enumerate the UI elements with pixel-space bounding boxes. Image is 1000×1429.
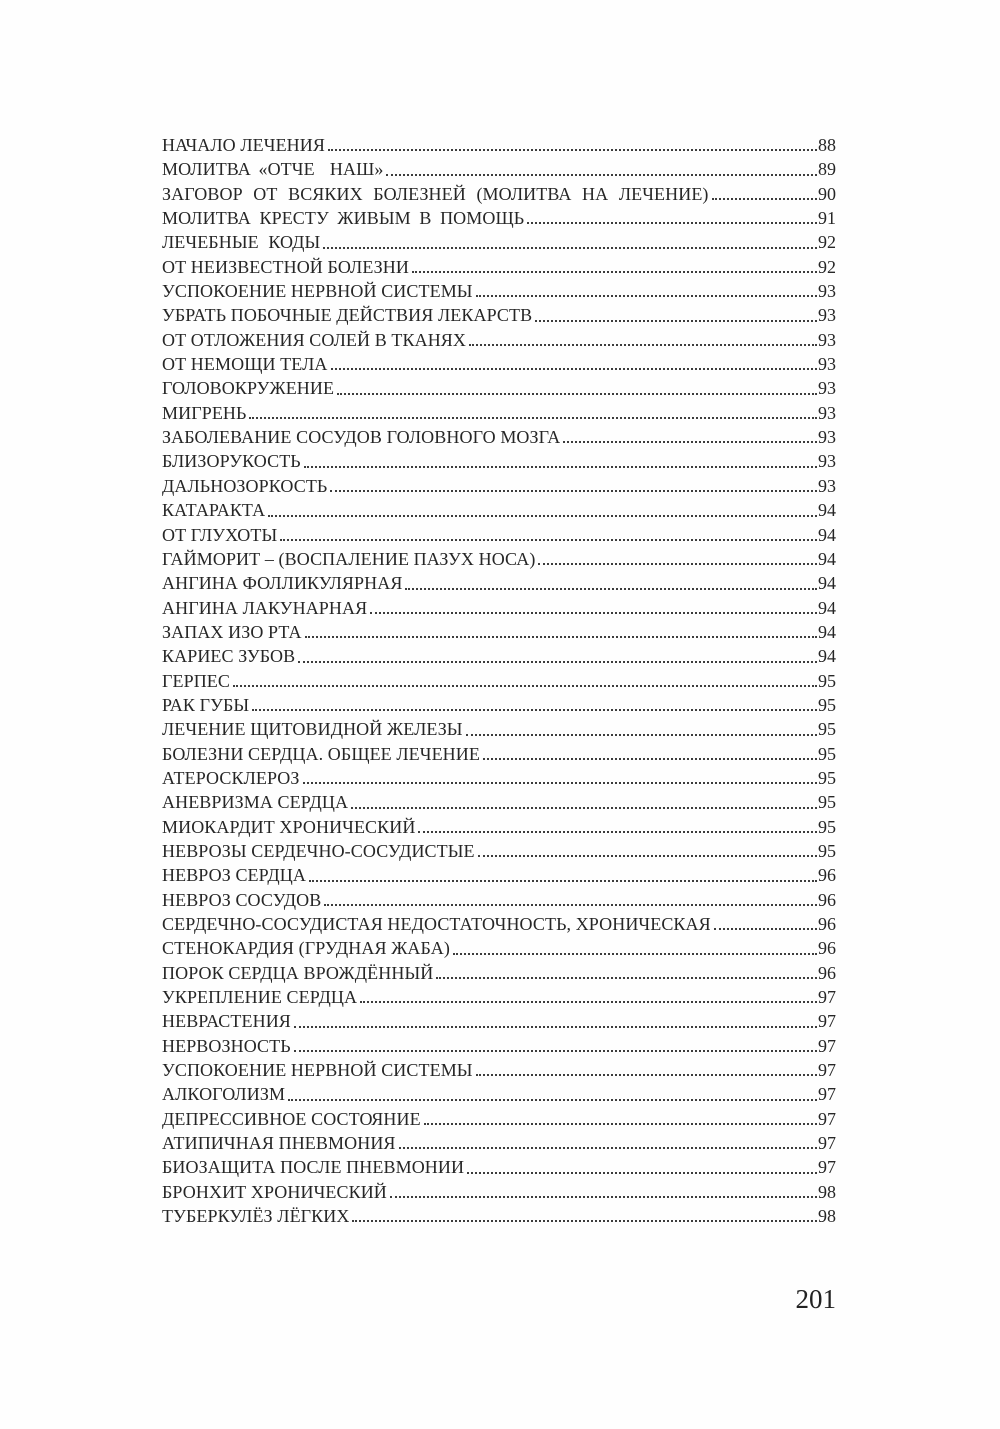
dot-leader <box>323 247 817 249</box>
toc-entry-title: ЗАГОВОР ОТ ВСЯКИХ БОЛЕЗНЕЙ (МОЛИТВА НА ЛЕЧЕНИЕ) <box>162 183 709 204</box>
dot-leader <box>303 782 817 784</box>
toc-entry-page: 93 <box>818 281 836 302</box>
toc-entry-title: ЗАПАХ ИЗО РТА <box>162 621 302 642</box>
toc-entry-page: 93 <box>818 451 836 472</box>
toc-entry-title: ГЕРПЕС <box>162 670 231 691</box>
toc-entry-title: УСПОКОЕНИЕ НЕРВНОЙ СИСТЕМЫ <box>162 281 473 302</box>
dot-leader <box>535 320 817 322</box>
toc-entry-page: 97 <box>818 1108 836 1129</box>
toc-entry <box>162 815 836 839</box>
toc-entry-title: ДАЛЬНОЗОРКОСТЬ <box>162 475 328 496</box>
toc-entry-page: 97 <box>818 1133 836 1154</box>
toc-entry-page: 96 <box>818 914 836 934</box>
toc-entry <box>162 425 836 449</box>
toc-entry-page: 98 <box>818 1206 836 1227</box>
toc-entry-page: 91 <box>818 208 836 229</box>
toc-entry-title: АНГИНА ФОЛЛИКУЛЯРНАЯ <box>162 573 403 594</box>
toc-entry-title: ДЕПРЕССИВНОЕ СОСТОЯНИЕ <box>162 1108 421 1129</box>
toc-entry-title: БИОЗАЩИТА ПОСЛЕ ПНЕВМОНИИ <box>162 1157 465 1178</box>
toc-entry <box>162 401 836 425</box>
dot-leader <box>453 953 817 955</box>
dot-leader <box>294 1050 817 1052</box>
toc-entry <box>162 498 836 522</box>
dot-leader <box>390 1196 817 1198</box>
toc-entry <box>162 352 836 376</box>
toc-entry-title: ОТ НЕИЗВЕСТНОЙ БОЛЕЗНИ <box>162 256 409 277</box>
toc-entry <box>162 230 836 254</box>
dot-leader <box>476 295 817 297</box>
toc-entry-page: 93 <box>818 305 836 326</box>
dot-leader <box>305 636 817 638</box>
toc-entry-title: УКРЕПЛЕНИЕ СЕРДЦА <box>162 987 358 1008</box>
toc-entry-page: 97 <box>818 1060 836 1081</box>
toc-entry <box>162 985 836 1009</box>
toc-entry <box>162 571 836 595</box>
toc-entry-title: МИОКАРДИТ ХРОНИЧЕСКИЙ <box>162 816 416 837</box>
dot-leader <box>436 977 817 979</box>
dot-leader <box>527 222 817 224</box>
dot-leader <box>360 1001 817 1003</box>
toc-entry-page: 96 <box>818 865 836 886</box>
page-number: 201 <box>795 1284 836 1314</box>
dot-leader <box>268 515 817 517</box>
toc-list <box>162 133 836 1228</box>
dot-leader <box>337 393 817 395</box>
toc-entry <box>162 523 836 547</box>
toc-entry <box>162 1204 836 1228</box>
dot-leader <box>330 490 817 492</box>
toc-entry-page: 95 <box>818 792 836 813</box>
toc-entry-page: 93 <box>818 427 836 448</box>
toc-entry-title: АЛКОГОЛИЗМ <box>162 1084 286 1105</box>
toc-entry <box>162 133 836 157</box>
toc-entry <box>162 1058 836 1082</box>
toc-entry-page: 95 <box>818 743 836 764</box>
dot-leader <box>294 1026 817 1028</box>
dot-leader <box>399 1147 817 1149</box>
toc-entry-title: БРОНХИТ ХРОНИЧЕСКИЙ <box>162 1181 387 1202</box>
toc-entry-title: ГАЙМОРИТ – (ВОСПАЛЕНИЕ ПАЗУХ НОСА) <box>162 548 536 569</box>
toc-entry-title: КАТАРАКТА <box>162 500 266 521</box>
toc-entry <box>162 936 836 960</box>
toc-entry-title: НЕВРОЗ СОСУДОВ <box>162 889 322 910</box>
dot-leader <box>467 1172 817 1174</box>
dot-leader <box>483 758 817 760</box>
dot-leader <box>288 1099 817 1101</box>
toc-entry-page: 92 <box>818 256 836 277</box>
toc-entry <box>162 742 836 766</box>
toc-entry <box>162 839 836 863</box>
toc-entry <box>162 961 836 985</box>
toc-entry-title: ЗАБОЛЕВАНИЕ СОСУДОВ ГОЛОВНОГО МОЗГА <box>162 427 561 448</box>
dot-leader <box>405 588 817 590</box>
toc-entry-page: 96 <box>818 889 836 910</box>
toc-entry-title: НАЧАЛО ЛЕЧЕНИЯ <box>162 135 325 155</box>
dot-leader <box>298 661 817 663</box>
toc-entry-page: 89 <box>818 159 836 180</box>
dot-leader <box>328 149 817 151</box>
toc-entry-page: 94 <box>818 573 836 594</box>
toc-entry-page: 97 <box>818 987 836 1008</box>
toc-entry <box>162 303 836 327</box>
toc-entry <box>162 1082 836 1106</box>
dot-leader <box>352 1220 817 1222</box>
toc-entry-title: БЛИЗОРУКОСТЬ <box>162 451 301 472</box>
toc-entry <box>162 547 836 571</box>
toc-entry <box>162 1034 836 1058</box>
toc-entry-page: 95 <box>818 767 836 788</box>
toc-entry-page: 92 <box>818 232 836 253</box>
toc-entry-page: 94 <box>818 646 836 667</box>
dot-leader <box>351 807 817 809</box>
toc-entry-title: АНГИНА ЛАКУНАРНАЯ <box>162 597 368 618</box>
toc-entry <box>162 206 836 230</box>
toc-entry-page: 95 <box>818 840 836 861</box>
dot-leader <box>714 928 817 930</box>
toc-entry-title: АТИПИЧНАЯ ПНЕВМОНИЯ <box>162 1133 396 1154</box>
toc-entry-page: 94 <box>818 597 836 618</box>
toc-entry-title: АНЕВРИЗМА СЕРДЦА <box>162 792 349 813</box>
toc-entry <box>162 888 836 912</box>
toc-entry-page: 96 <box>818 962 836 983</box>
toc-entry-page: 95 <box>818 694 836 715</box>
toc-entry <box>162 644 836 668</box>
toc-entry-title: ЛЕЧЕБНЫЕ КОДЫ <box>162 232 321 253</box>
toc-entry <box>162 1131 836 1155</box>
toc-entry-title: НЕВРОЗЫ СЕРДЕЧНО-СОСУДИСТЫЕ <box>162 840 475 861</box>
toc-entry <box>162 376 836 400</box>
toc-entry <box>162 620 836 644</box>
toc-entry <box>162 1009 836 1033</box>
toc-entry-page: 97 <box>818 1035 836 1056</box>
toc-entry <box>162 157 836 181</box>
toc-entry-page: 93 <box>818 329 836 350</box>
dot-leader <box>538 563 817 565</box>
toc-entry-title: ТУБЕРКУЛЁЗ ЛЁГКИХ <box>162 1206 350 1227</box>
toc-entry-page: 94 <box>818 500 836 521</box>
toc-entry-title: МОЛИТВА «ОТЧЕ НАШ» <box>162 159 384 180</box>
toc-entry-title: ОТ НЕМОЩИ ТЕЛА <box>162 354 328 375</box>
toc-entry <box>162 863 836 887</box>
toc-entry-title: АТЕРОСКЛЕРОЗ <box>162 767 300 788</box>
toc-entry-title: УБРАТЬ ПОБОЧНЫЕ ДЕЙСТВИЯ ЛЕКАРСТВ <box>162 305 533 326</box>
toc-entry <box>162 669 836 693</box>
toc-entry-page: 95 <box>818 719 836 740</box>
dot-leader <box>309 880 817 882</box>
toc-entry-page: 98 <box>818 1181 836 1202</box>
toc-entry <box>162 474 836 498</box>
dot-leader <box>280 539 817 541</box>
toc-entry-title: СЕРДЕЧНО-СОСУДИСТАЯ НЕДОСТАТОЧНОСТЬ, ХРОНИЧЕСКАЯ <box>162 914 711 934</box>
toc-entry <box>162 717 836 741</box>
dot-leader <box>370 612 817 614</box>
toc-entry-page: 95 <box>818 670 836 691</box>
toc-entry-title: РАК ГУБЫ <box>162 694 250 715</box>
toc-entry <box>162 449 836 473</box>
dot-leader <box>469 344 817 346</box>
toc-entry-page: 95 <box>818 816 836 837</box>
toc-entry-page: 97 <box>818 1157 836 1178</box>
toc-entry <box>162 790 836 814</box>
toc-entry-page: 90 <box>818 183 836 204</box>
toc-entry-page: 93 <box>818 378 836 399</box>
toc-entry-page: 88 <box>818 135 836 155</box>
toc-entry-title: НЕВРОЗ СЕРДЦА <box>162 865 306 886</box>
dot-leader <box>233 685 817 687</box>
toc-entry-title: ОТ ОТЛОЖЕНИЯ СОЛЕЙ В ТКАНЯХ <box>162 329 466 350</box>
dot-leader <box>304 466 817 468</box>
dot-leader <box>424 1123 817 1125</box>
dot-leader <box>331 368 817 370</box>
toc-entry <box>162 255 836 279</box>
dot-leader <box>418 831 817 833</box>
toc-entry <box>162 328 836 352</box>
toc-entry-title: БОЛЕЗНИ СЕРДЦА. ОБЩЕЕ ЛЕЧЕНИЕ <box>162 743 480 764</box>
toc-entry-page: 94 <box>818 548 836 569</box>
toc-entry <box>162 596 836 620</box>
toc-entry <box>162 693 836 717</box>
toc-entry-title: НЕРВОЗНОСТЬ <box>162 1035 291 1056</box>
dot-leader <box>712 198 817 200</box>
dot-leader <box>478 855 817 857</box>
dot-leader <box>466 734 817 736</box>
dot-leader <box>563 441 817 443</box>
dot-leader <box>476 1074 817 1076</box>
toc-entry <box>162 1180 836 1204</box>
toc-entry <box>162 279 836 303</box>
toc-entry-title: ГОЛОВОКРУЖЕНИЕ <box>162 378 335 399</box>
toc-entry-page: 93 <box>818 354 836 375</box>
toc-entry <box>162 182 836 206</box>
toc-entry-page: 93 <box>818 475 836 496</box>
toc-entry <box>162 1107 836 1131</box>
toc-entry <box>162 1155 836 1179</box>
toc-entry <box>162 766 836 790</box>
dot-leader <box>386 174 817 176</box>
toc-entry-page: 96 <box>818 938 836 959</box>
toc-entry-page: 93 <box>818 402 836 423</box>
dot-leader <box>412 271 817 273</box>
toc-entry-page: 94 <box>818 621 836 642</box>
toc-entry-title: МОЛИТВА КРЕСТУ ЖИВЫМ В ПОМОЩЬ <box>162 208 525 229</box>
toc-entry-title: КАРИЕС ЗУБОВ <box>162 646 296 667</box>
toc-entry-title: ОТ ГЛУХОТЫ <box>162 524 278 545</box>
dot-leader <box>324 904 817 906</box>
toc-entry-title: УСПОКОЕНИЕ НЕРВНОЙ СИСТЕМЫ <box>162 1060 473 1081</box>
dot-leader <box>249 417 817 419</box>
toc-entry-page: 97 <box>818 1011 836 1032</box>
toc-entry-title: СТЕНОКАРДИЯ (ГРУДНАЯ ЖАБА) <box>162 938 450 959</box>
toc-entry-title: ЛЕЧЕНИЕ ЩИТОВИДНОЙ ЖЕЛЕЗЫ <box>162 719 463 740</box>
toc-entry-title: ПОРОК СЕРДЦА ВРОЖДЁННЫЙ <box>162 962 434 983</box>
toc-entry-page: 94 <box>818 524 836 545</box>
dot-leader <box>252 709 817 711</box>
toc-entry-title: МИГРЕНЬ <box>162 402 247 423</box>
toc-entry-title: НЕВРАСТЕНИЯ <box>162 1011 291 1032</box>
toc-entry <box>162 912 836 936</box>
toc-entry-page: 97 <box>818 1084 836 1105</box>
